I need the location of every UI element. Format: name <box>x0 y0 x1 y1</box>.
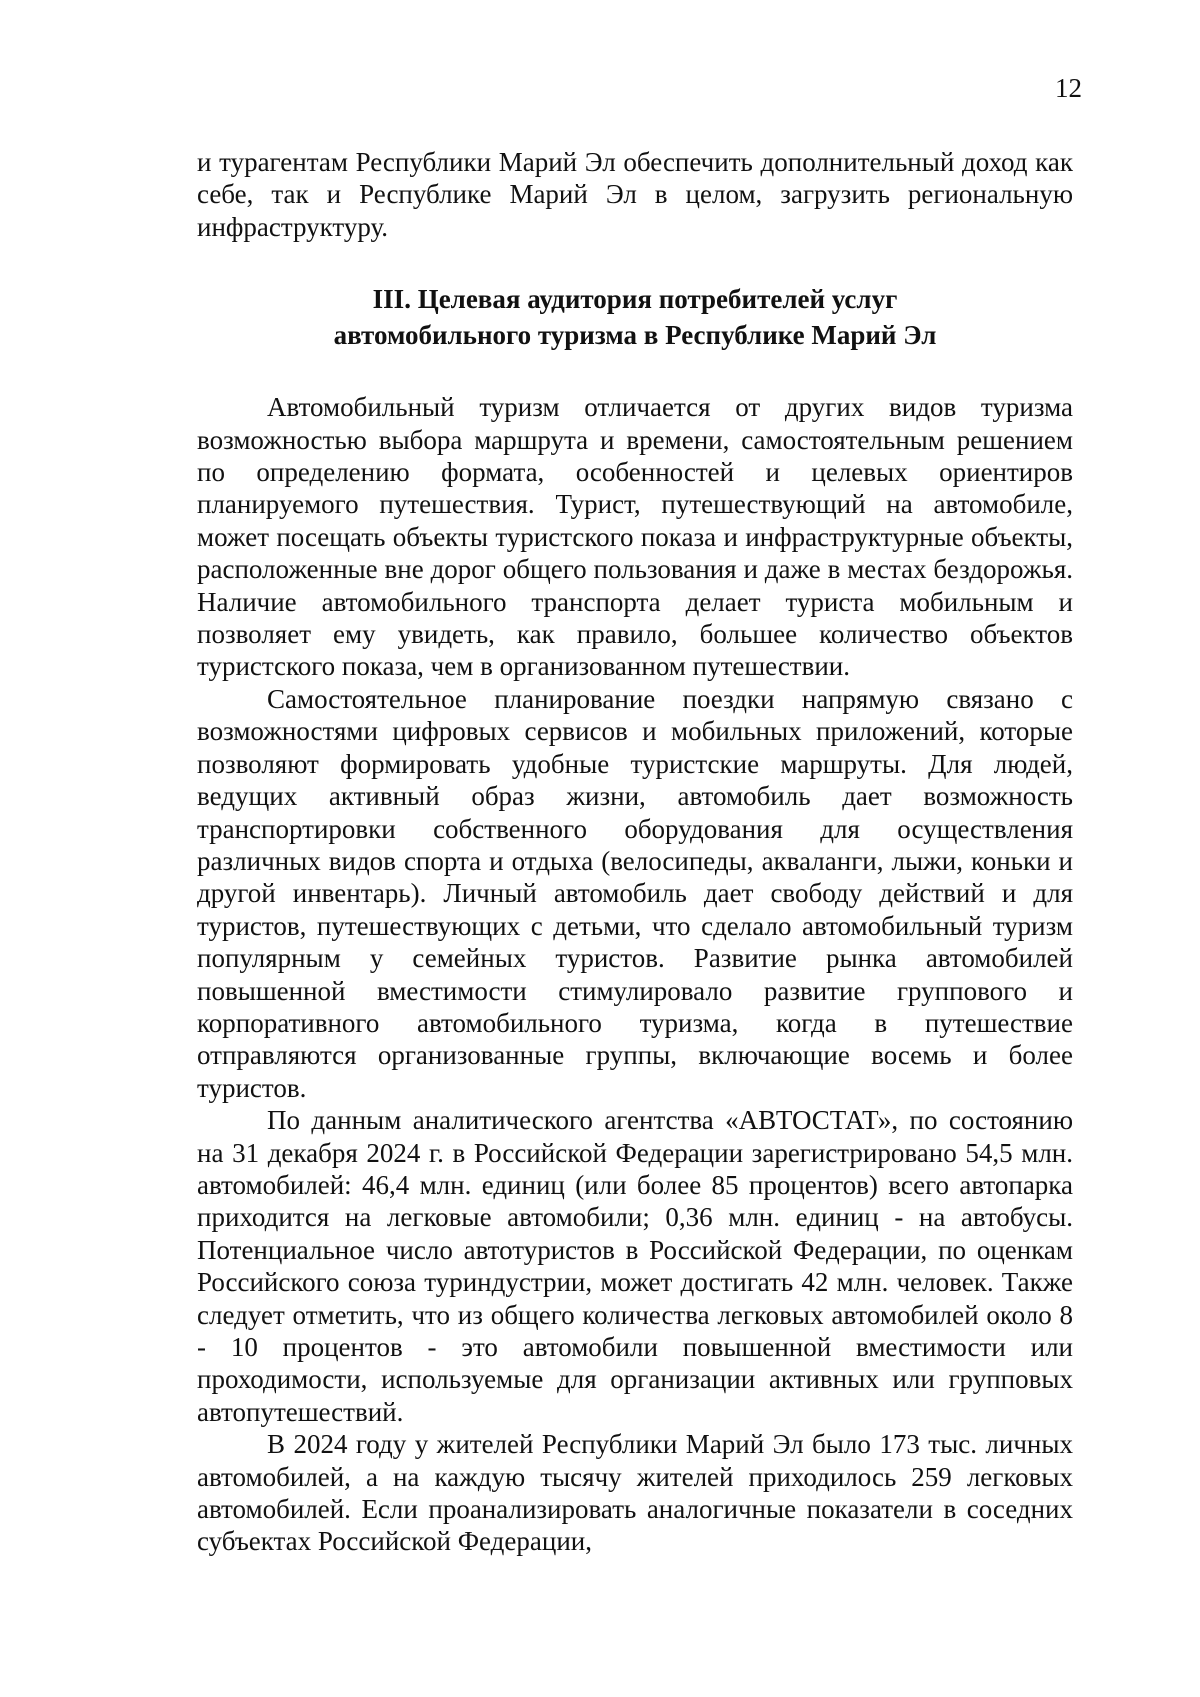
page-number: 12 <box>1055 73 1082 103</box>
body-paragraph-3: По данным аналитического агентства «АВТОСТАТ», по состоянию на 31 декабря 2024 г. в Российской Федерации зарегистрировано 54,5 млн. автомобилей: 46,4 млн. единиц (или более 85 процентов) всего автопарка приходится на легковые автомобили; 0,36 млн. единиц - на автобусы. Потенциальное число автотуристов в Российской Федерации, по оценкам Российского союза туриндустрии, может достигать 42 млн. человек. Также следует отметить, что из общего количества легковых автомобилей около 8 - 10 процентов - это автомобили повышенной вместимости или проходимости, используемые для организации активных или групповых автопутешествий. <box>197 1105 1073 1427</box>
body-paragraph-2: Самостоятельное планирование поездки напрямую связано с возможностями цифровых сервисов и мобильных приложений, которые позволяют формировать удобные туристские маршруты. Для людей, ведущих активный образ жизни, автомобиль дает возможность транспортировки собственного оборудования для осуществления различных видов спорта и отдыха (велосипеды, акваланги, лыжи, коньки и другой инвентарь). Личный автомобиль дает свободу действий и для туристов, путешествующих с детьми, что сделало автомобильный туризм популярным у семейных туристов. Развитие рынка автомобилей повышенной вместимости стимулировало развитие группового и корпоративного автомобильного туризма, когда в путешествие отправляются организованные группы, включающие восемь и более туристов. <box>197 683 1073 1103</box>
section-heading-line-2: автомобильного туризма в Республике Марий Эл <box>333 320 937 351</box>
body-paragraph-4: В 2024 году у жителей Республики Марий Эл было 173 тыс. личных автомобилей, а на каждую тысячу жителей приходилось 259 легковых автомобилей. Если проанализировать аналогичные показатели в соседних субъектах Российской Федерации, <box>197 1429 1073 1557</box>
section-heading <box>197 281 1073 353</box>
section-heading-line-1: III. Целевая аудитория потребителей услуг <box>372 284 898 315</box>
intro-paragraph: и турагентам Республики Марий Эл обеспечить дополнительный доход как себе, так и Республике Марий Эл в целом, загрузить региональную инфраструктуру. <box>197 147 1073 242</box>
document-body <box>197 146 1073 1558</box>
body-paragraph-1: Автомобильный туризм отличается от других видов туризма возможностью выбора маршрута и времени, самостоятельным решением по определению формата, особенностей и целевых ориентиров планируемого путешествия. Турист, путешествующий на автомобиле, может посещать объекты туристского показа и инфраструктурные объекты, расположенные вне дорог общего пользования и даже в местах бездорожья. Наличие автомобильного транспорта делает туриста мобильным и позволяет ему увидеть, как правило, большее количество объектов туристского показа, чем в организованном путешествии. <box>197 392 1073 682</box>
